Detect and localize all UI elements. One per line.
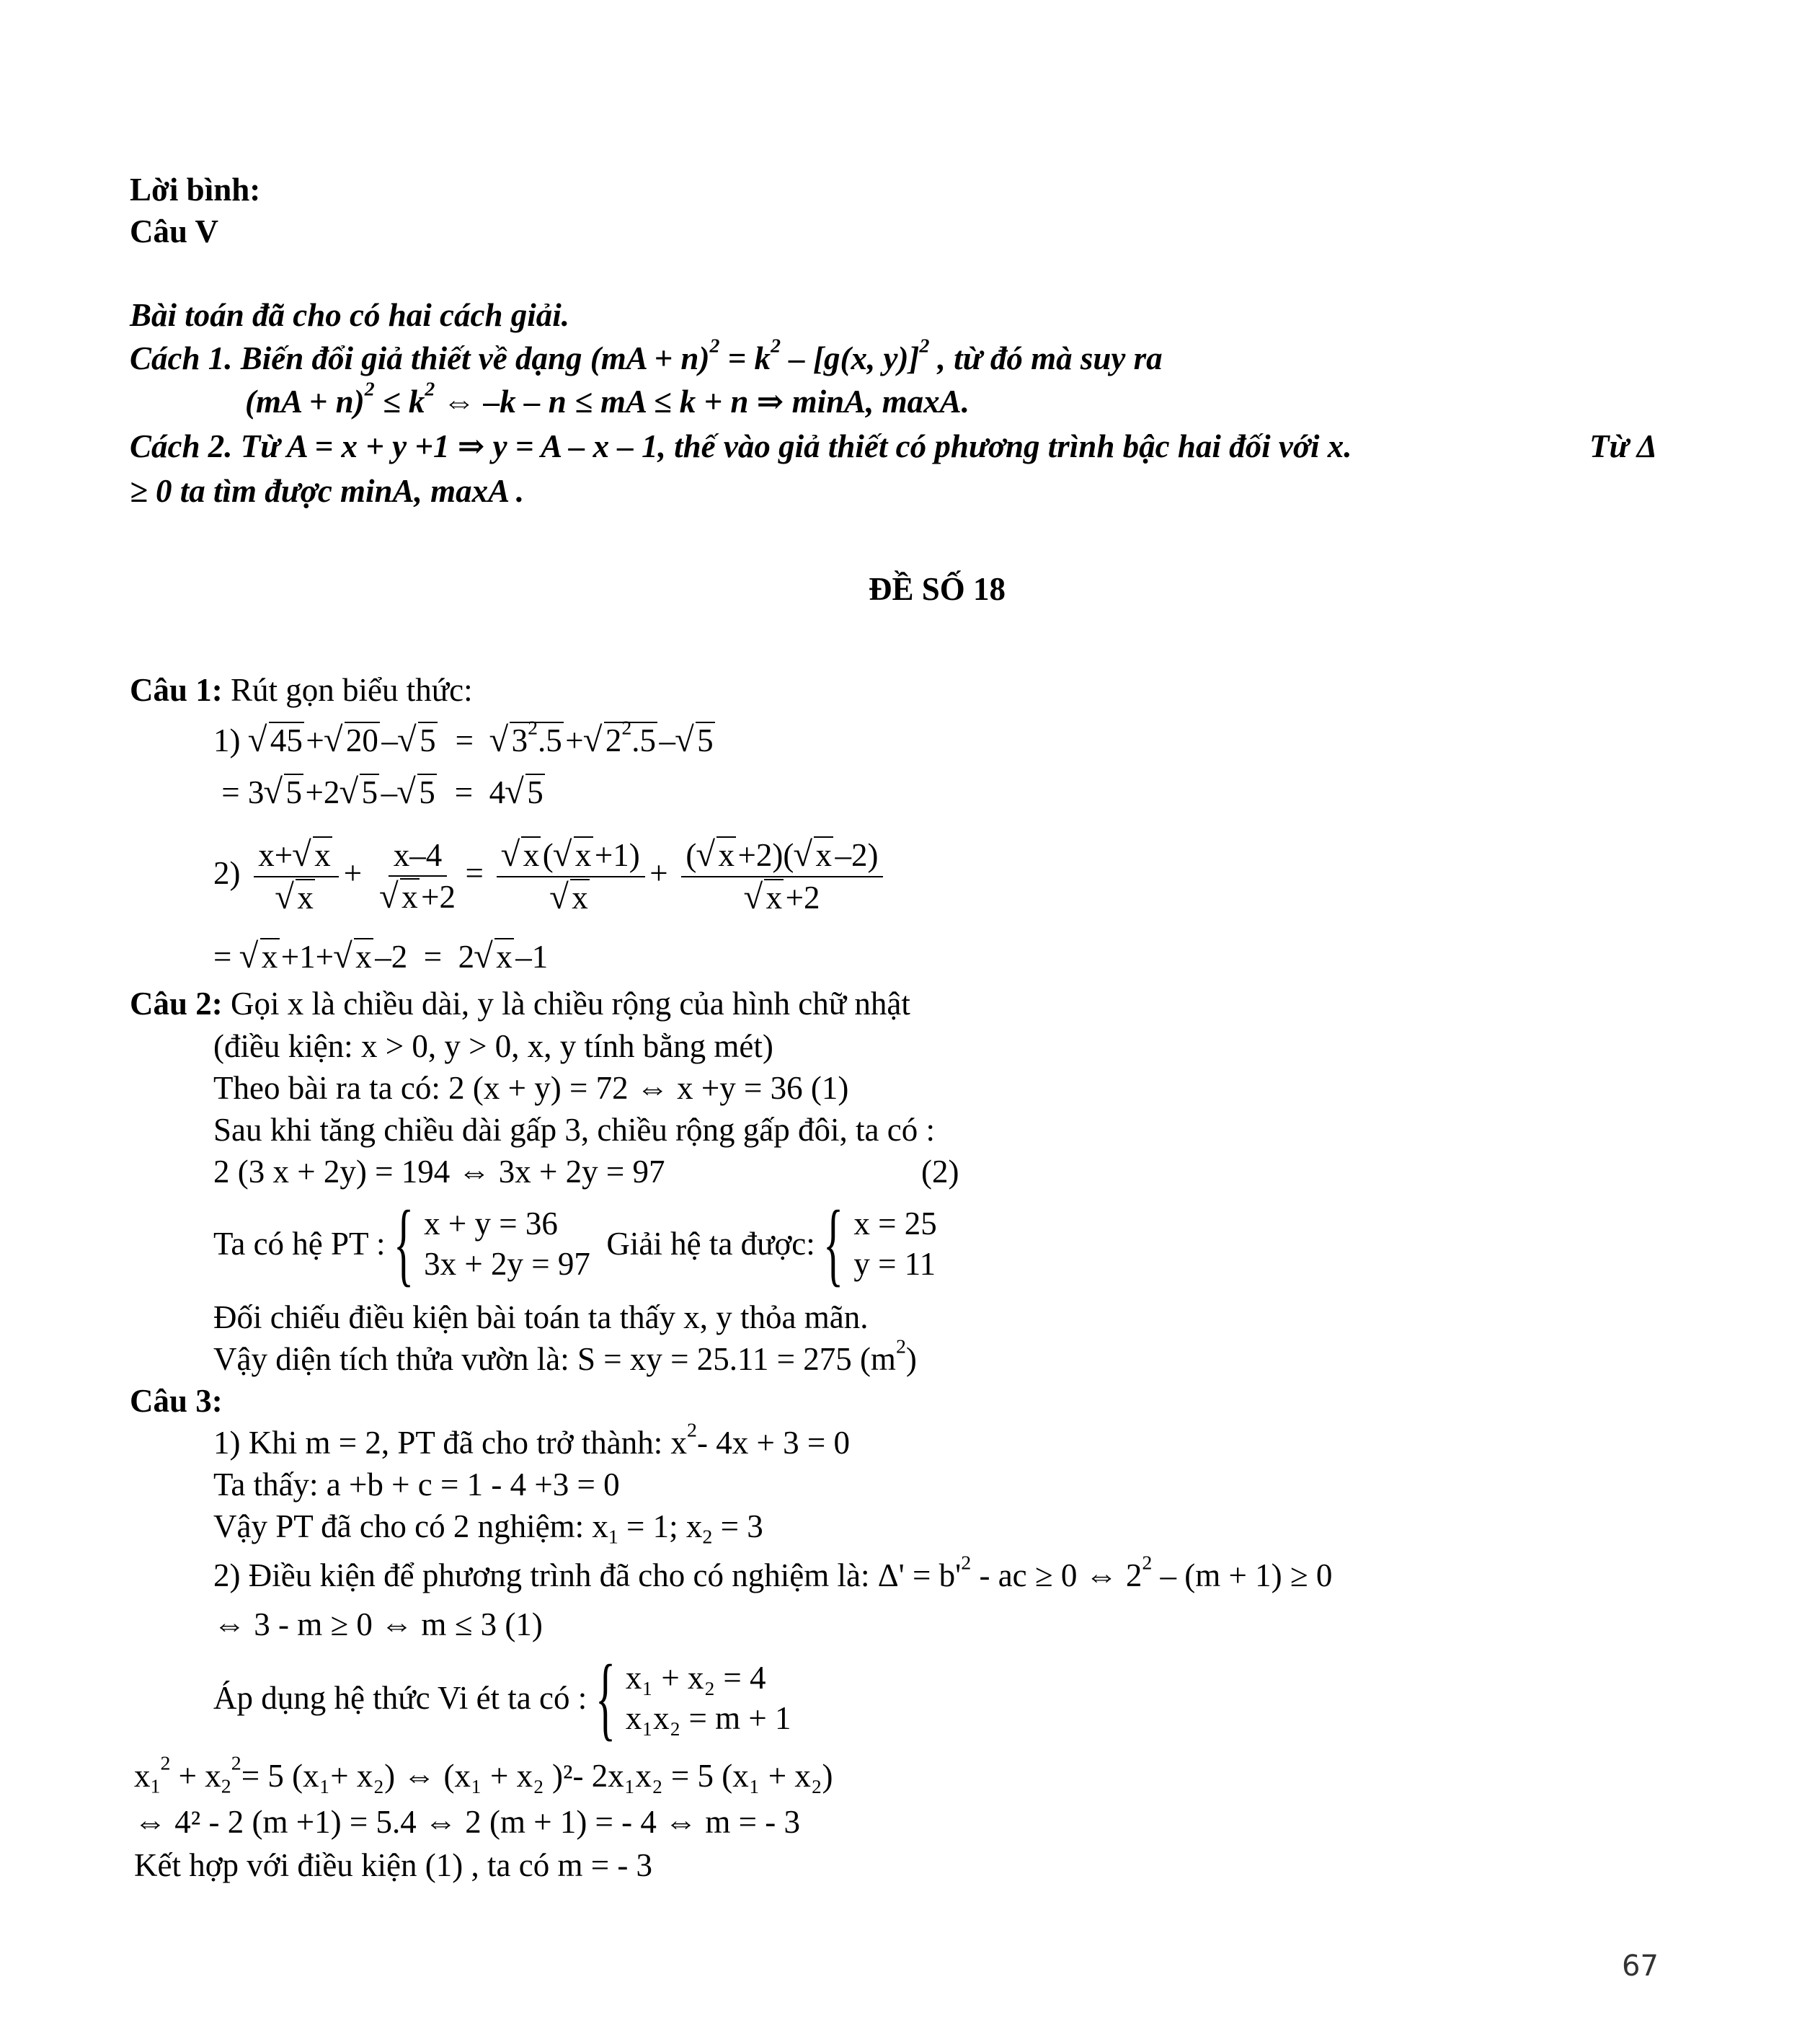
- remark-heading: Lời bình:: [130, 172, 261, 208]
- q3-line4: 2) Điều kiện để phương trình đã cho có nghiệm là: $\Delta' = b'^2$ - ac ≥ 0 ⇔ $2^2 - (m + 1) \ge 0$: [213, 1552, 1333, 1593]
- page-number: 67: [1622, 1950, 1659, 1983]
- remark-method1: Cách 1. Biến đổi giả thiết về dạng $(mA + n)^2 = k^2 - [g(x$, y)]$^2$ , từ đó mà suy ra: [130, 335, 1163, 376]
- q3-line3: Vậy PT đã cho có 2 nghiệm: $x_1 = 1$; $x_2 = 3$: [213, 1508, 763, 1549]
- q2-heading: Câu 2: Gọi x là chiều dài, y là chiều rộng của hình chữ nhật: [130, 986, 910, 1022]
- q3-line6: $x_1^2 + x_2^2= 5$ (x₁+ x₂) ⇔ (x₁ + x₂ )²- 2x₁x₂ = 5 (x₁ + x₂): [134, 1752, 833, 1798]
- remark-intro: Bài toán đã cho có hai cách giải.: [130, 297, 570, 333]
- remark-method1-line2: $(mA + n)^2 \le k^2$ ⇔ –k – n ≤ mA ≤ k + n ⇒ minA, maxA.: [245, 378, 970, 420]
- q3-vieta: Áp dụng hệ thức Vi ét ta có : { x₁ + x₂ = 4 x₁x₂ = m + 1: [213, 1646, 791, 1750]
- q3-line7: ⇔ 4² - 2 (m +1) = 5.4 ⇔ 2 (m + 1) = - 4 ⇔ m = - 3: [134, 1804, 801, 1840]
- q2-line2: Theo bài ra ta có: 2 (x + y) = 72 ⇔ x +y = 36 (1): [213, 1070, 849, 1106]
- q1-part2-line1: 2) x+√ x √ x + x–4 √ x +2 = √ x (√ x +1) √ x + (√ x +2)(√ x –2) √ x +2: [213, 836, 888, 917]
- q2-line6: Vậy diện tích thửa vườn là: S = xy = 25.11 = 275 $(m^2)$: [213, 1335, 917, 1377]
- q3-line8: Kết hợp với điều kiện (1) , ta có m = - 3: [134, 1847, 653, 1883]
- q2-line4-tag: (2): [921, 1154, 959, 1190]
- remark-method2-end: Từ Δ: [1589, 428, 1657, 464]
- q1-heading: Câu 1: Rút gọn biểu thức:: [130, 672, 473, 708]
- q2-line1: (điều kiện: x > 0, y > 0, x, y tính bằng mét): [213, 1028, 773, 1064]
- q3-line1: 1) Khi m = 2, PT đã cho trở thành: $x^2-$ 4x + 3 = 0: [213, 1419, 850, 1461]
- q3-line5: ⇔ 3 - m ≥ 0 ⇔ m ≤ 3 (1): [213, 1606, 543, 1642]
- q1-part1-line1: 1) √ 45 +√ 20 –√ 5 = √ $3^2.5$ +√ $2^2.5$ –√ 5: [213, 721, 716, 760]
- remark-method2: Cách 2. Từ A = x + y +1 ⇒ y = A – x – 1, thế vào giả thiết có phương trình bậc hai đối với x.: [130, 428, 1352, 464]
- remark-method2-line2: ≥ 0 ta tìm được minA, maxA .: [130, 473, 525, 509]
- q2-line4: 2 (3 x + 2y) = 194 ⇔ 3x + 2y = 97: [213, 1154, 665, 1190]
- remark-question: Câu V: [130, 213, 218, 249]
- q3-heading: Câu 3:: [130, 1383, 223, 1419]
- q1-part2-line2: = √ x +1+√ x –2 = 2√ x –1: [213, 937, 548, 976]
- q2-system: Ta có hệ PT : { x + y = 36 3x + 2y = 97 Giải hệ ta được: { x = 25 y = 11: [213, 1192, 937, 1296]
- exam-title: ĐỀ SỐ 18: [868, 571, 1006, 607]
- q2-line5: Đối chiếu điều kiện bài toán ta thấy x, y thỏa mãn.: [213, 1299, 869, 1335]
- q3-line2: Ta thấy: a +b + c = 1 - 4 +3 = 0: [213, 1466, 620, 1503]
- q1-part1-line2: = 3√ 5 +2√ 5 –√ 5 = 4√ 5: [213, 773, 546, 812]
- q2-line3: Sau khi tăng chiều dài gấp 3, chiều rộng gấp đôi, ta có :: [213, 1112, 935, 1148]
